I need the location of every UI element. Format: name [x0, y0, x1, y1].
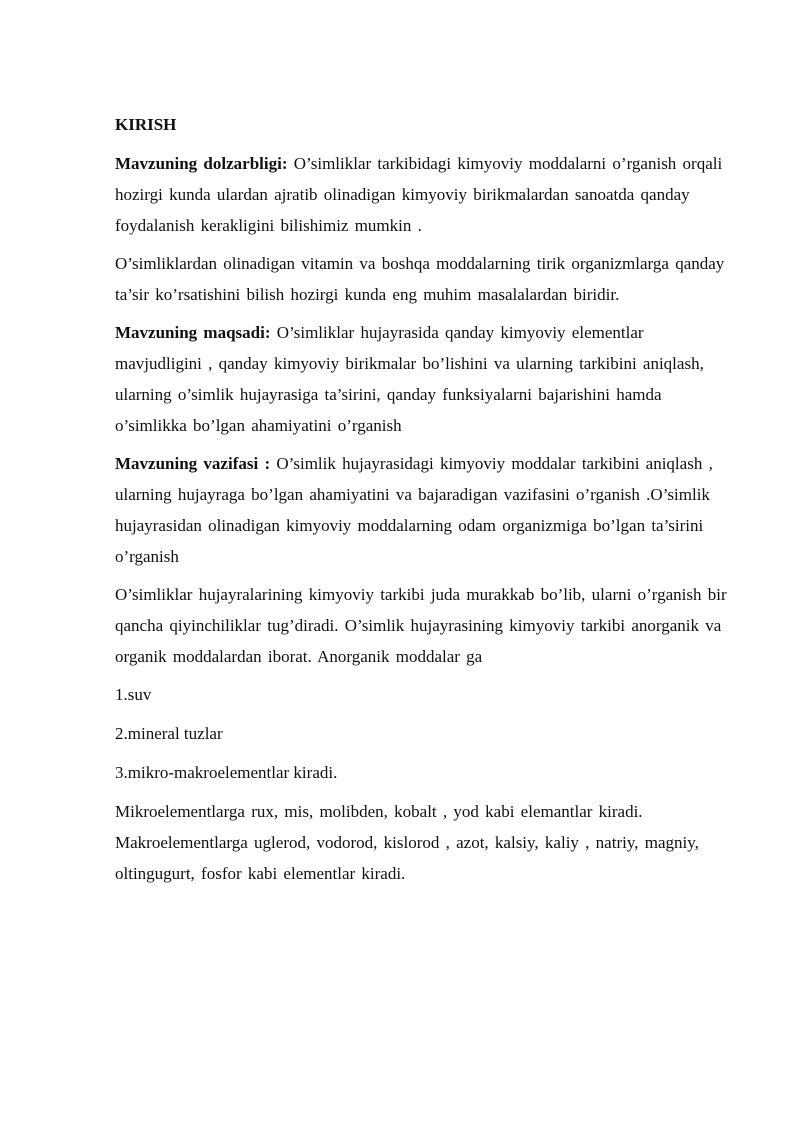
paragraph-goal — [115, 317, 735, 441]
list-item: 2.mineral tuzlar — [115, 724, 223, 743]
paragraph-lead: Mavzuning dolzarbligi: — [115, 154, 288, 173]
section-heading: KIRISH — [115, 115, 177, 134]
paragraph-elements — [115, 796, 735, 889]
paragraph-text: O’simliklar hujayrasida qanday kimyoviy elementlar mavjudligini , qanday kimyoviy birikmalar bo’lishini va ularning tarkibini aniqlash, ularning o’simlik hujayrasiga ta’sirini, qanday funksiyalarni bajarishini hamda o’simlikka bo’lgan ahamiyatini o’rganish — [115, 323, 704, 435]
paragraph-text: O’simliklar tarkibidagi kimyoviy moddalarni o’rganish orqali hozirgi kunda ulardan ajratib olinadigan kimyoviy birikmalardan sanoatda qanday foydalanish kerakligini bilishimiz mumkin . — [115, 154, 723, 235]
paragraph-text: Mikroelementlarga rux, mis, molibden, kobalt , yod kabi elemantlar kiradi. Makroelementlarga uglerod, vodorod, kislorod , azot, kalsiy, kaliy , natriy, magniy, oltingugurt, fosfor kabi elementlar kiradi. — [115, 802, 699, 883]
document-page — [115, 114, 735, 896]
list-item: 3.mikro-makroelementlar kiradi. — [115, 763, 338, 782]
paragraph-lead: Mavzuning vazifasi : — [115, 454, 271, 473]
paragraph-text: O’simliklardan olinadigan vitamin va boshqa moddalarning tirik organizmlarga qanday ta’sir ko’rsatishini bilish hozirgi kunda eng muhim masalalardan biridir. — [115, 254, 725, 304]
paragraph-text: O’simliklar hujayralarining kimyoviy tarkibi juda murakkab bo’lib, ularni o’rganish bir qancha qiyinchiliklar tug’diradi. O’simlik hujayrasining kimyoviy tarkibi anorganik va organik moddalardan iborat. Anorganik moddalar ga — [115, 585, 727, 666]
paragraph-composition — [115, 579, 735, 672]
paragraph-tasks — [115, 448, 735, 572]
paragraph-vitamins — [115, 248, 735, 310]
paragraph-text: O’simlik hujayrasidagi kimyoviy moddalar tarkibini aniqlash , ularning hujayraga bo’lgan ahamiyatini va bajaradigan vazifasini o’rganish .O’simlik hujayrasidan olinadigan kimyoviy moddalarning odam organizmiga bo’lgan ta’sirini o’rganish — [115, 454, 713, 566]
paragraph-relevance — [115, 148, 735, 241]
paragraph-lead: Mavzuning maqsadi: — [115, 323, 271, 342]
list-item: 1.suv — [115, 685, 152, 704]
